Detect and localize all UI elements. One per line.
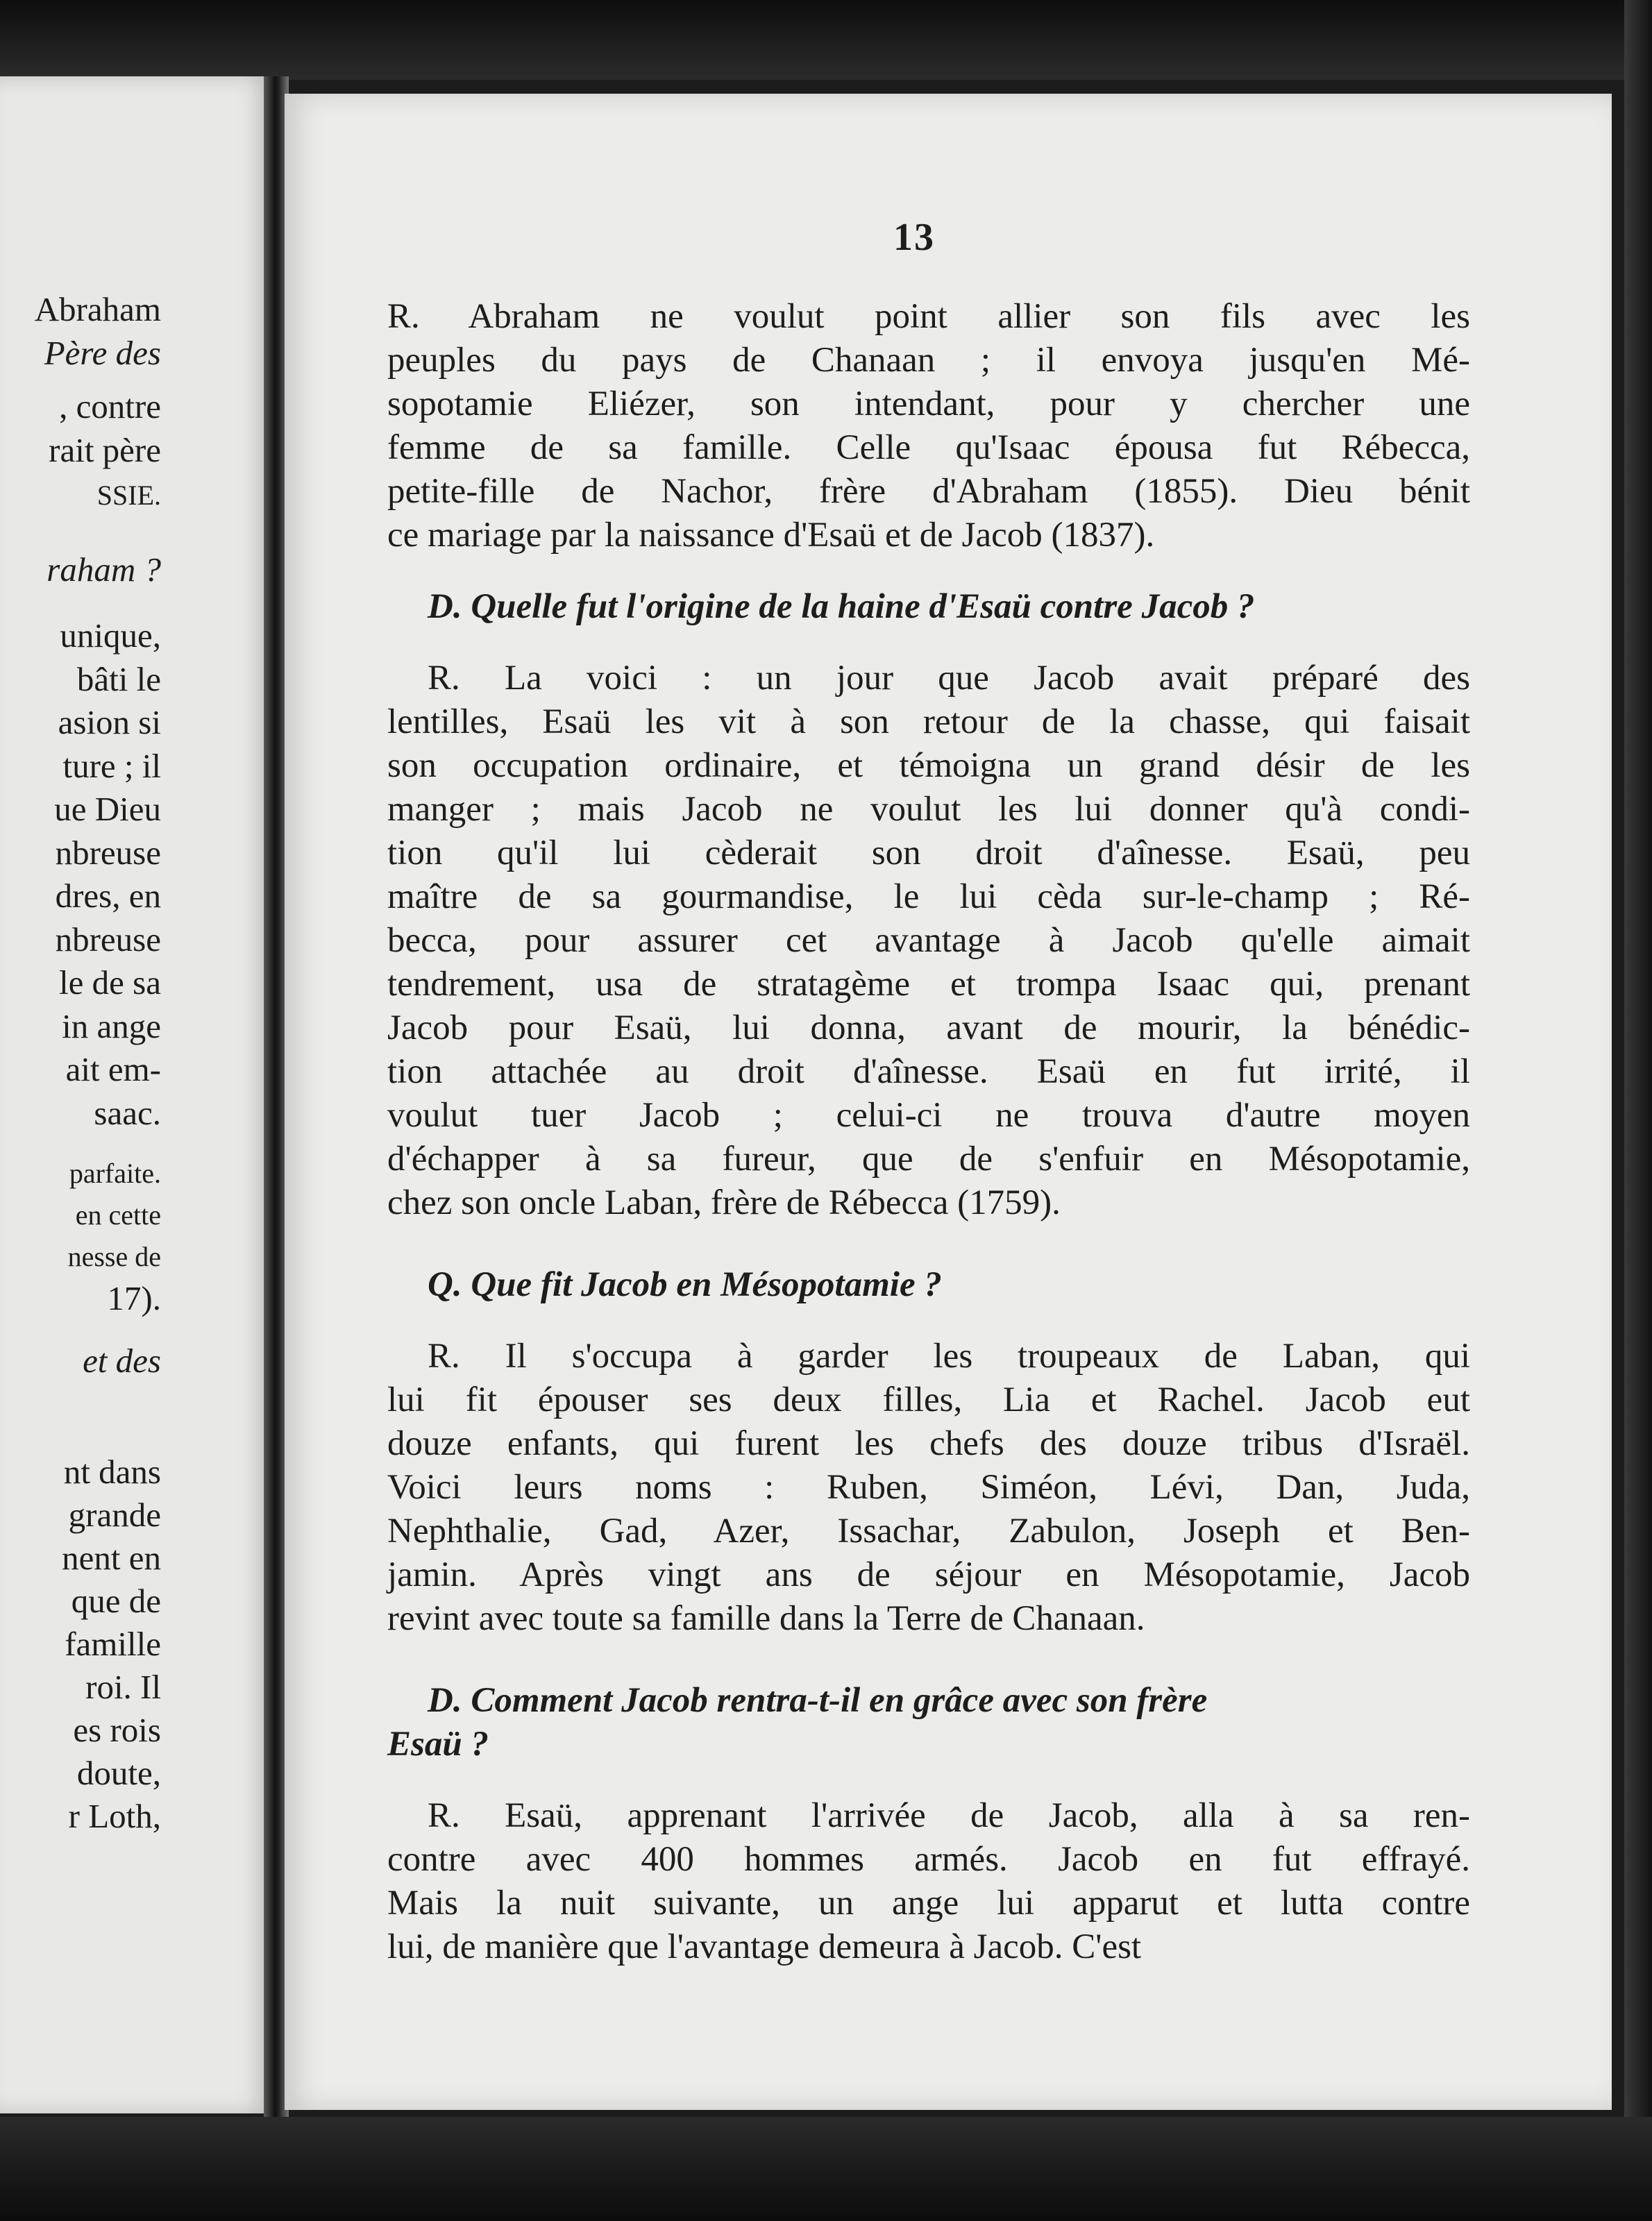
text-line: d'échapper à sa fureur, que de s'enfuir en Mésopotamie,	[387, 1140, 1470, 1179]
facing-page-line: nbreuse	[55, 834, 161, 872]
page-number: 13	[893, 216, 935, 259]
scan-border-top	[0, 0, 1652, 80]
facing-page-line: , contre	[59, 387, 161, 425]
text-line: petite-fille de Nachor, frère d'Abraham (1855). Dieu bénit	[387, 472, 1470, 511]
text-line: Esaü ?	[387, 1725, 489, 1764]
facing-page-line: et des	[83, 1342, 161, 1380]
facing-page-line: famille	[65, 1625, 161, 1663]
text-line: jamin. Après vingt ans de séjour en Mésopotamie, Jacob	[387, 1555, 1470, 1594]
text-line: peuples du pays de Chanaan ; il envoya jusqu'en Mé-	[387, 341, 1470, 380]
facing-page-line: raham ?	[47, 550, 161, 589]
facing-page-line: roi. Il	[85, 1668, 161, 1706]
facing-page-line: que de	[71, 1582, 161, 1620]
text-line: D. Quelle fut l'origine de la haine d'Esaü contre Jacob ?	[428, 587, 1255, 626]
text-line: Mais la nuit suivante, un ange lui apparut et lutta contre	[387, 1884, 1470, 1923]
text-line: Q. Que fit Jacob en Mésopotamie ?	[428, 1265, 942, 1304]
facing-page-line: Père des	[44, 334, 161, 372]
text-line: lentilles, Esaü les vit à son retour de la chasse, qui faisait	[387, 702, 1470, 741]
facing-page-fragment	[0, 76, 272, 2113]
text-line: douze enfants, qui furent les chefs des douze tribus d'Israël.	[387, 1424, 1470, 1463]
text-line: lui, de manière que l'avantage demeura à Jacob. C'est	[387, 1927, 1142, 1966]
text-line: tendrement, usa de stratagème et trompa Isaac qui, prenant	[387, 965, 1470, 1004]
facing-page-line: saac.	[94, 1094, 161, 1132]
paragraph-spacer	[387, 1766, 1470, 1794]
facing-page-line: parfaite.	[69, 1158, 161, 1189]
scan-border-right	[1624, 0, 1652, 2221]
page-body	[387, 295, 1470, 1969]
text-line: chez son oncle Laban, frère de Rébecca (1759).	[387, 1183, 1061, 1222]
facing-page-line: bâti le	[76, 660, 161, 698]
facing-page-line: nbreuse	[55, 920, 161, 959]
text-line: Jacob pour Esaü, lui donna, avant de mourir, la bénédic-	[387, 1008, 1470, 1047]
text-line: D. Comment Jacob rentra-t-il en grâce avec son frère	[428, 1681, 1208, 1720]
text-line: R. Il s'occupa à garder les troupeaux de Laban, qui	[428, 1337, 1470, 1376]
text-line: ce mariage par la naissance d'Esaü et de Jacob (1837).	[387, 516, 1155, 555]
text-line: R. La voici : un jour que Jacob avait préparé des	[428, 659, 1470, 698]
question-paragraph	[387, 1679, 1470, 1766]
facing-page-line: r Loth,	[68, 1797, 161, 1835]
facing-page-line: es rois	[73, 1711, 161, 1749]
facing-page-line: unique,	[60, 616, 161, 655]
text-line: sopotamie Eliézer, son intendant, pour y chercher une	[387, 385, 1470, 423]
facing-page-line: dres, en	[55, 877, 161, 915]
text-line: femme de sa famille. Celle qu'Isaac épousa fut Rébecca,	[387, 428, 1470, 467]
facing-page-line: Abraham	[34, 290, 161, 328]
text-line: lui fit épouser ses deux filles, Lia et Rachel. Jacob eut	[387, 1380, 1470, 1419]
paragraph-spacer	[387, 629, 1470, 657]
facing-page-line: doute,	[76, 1754, 161, 1792]
text-line: R. Abraham ne voulut point allier son fils avec les	[387, 297, 1470, 336]
facing-page-line: 17).	[107, 1279, 161, 1317]
text-line: maître de sa gourmandise, le lui cèda sur-le-champ ; Ré-	[387, 877, 1470, 916]
answer-paragraph	[387, 295, 1470, 557]
answer-paragraph	[387, 1794, 1470, 1969]
facing-page-line: nesse de	[67, 1241, 161, 1272]
text-line: manger ; mais Jacob ne voulut les lui donner qu'à condi-	[387, 790, 1470, 829]
facing-page-line: ue Dieu	[54, 790, 161, 828]
answer-paragraph	[387, 657, 1470, 1225]
paragraph-spacer	[387, 1225, 1470, 1263]
facing-page-line: nent en	[62, 1539, 161, 1577]
question-paragraph	[387, 585, 1470, 629]
text-line: Voici leurs noms : Ruben, Siméon, Lévi, Dan, Juda,	[387, 1468, 1470, 1507]
facing-page-line: le de sa	[59, 963, 161, 1002]
text-line: R. Esaü, apprenant l'arrivée de Jacob, alla à sa ren-	[428, 1796, 1470, 1835]
paragraph-spacer	[387, 557, 1470, 585]
facing-page-line: grande	[68, 1496, 161, 1534]
facing-page-line: in ange	[62, 1007, 161, 1045]
text-line: tion qu'il lui cèderait son droit d'aînesse. Esaü, peu	[387, 834, 1470, 872]
facing-page-line: en cette	[75, 1199, 161, 1231]
text-line: becca, pour assurer cet avantage à Jacob qu'elle aimait	[387, 921, 1470, 960]
facing-page-line: ture ; il	[62, 747, 161, 785]
facing-page-line: nt dans	[63, 1453, 161, 1491]
text-line: Nephthalie, Gad, Azer, Issachar, Zabulon, Joseph et Ben-	[387, 1512, 1470, 1551]
text-line: son occupation ordinaire, et témoigna un grand désir de les	[387, 746, 1470, 785]
facing-page-line: rait père	[49, 431, 161, 469]
facing-page-line: ait em-	[65, 1050, 161, 1088]
facing-page-line: asion si	[58, 703, 161, 741]
text-line: tion attachée au droit d'aînesse. Esaü en fut irrité, il	[387, 1052, 1470, 1091]
text-line: contre avec 400 hommes armés. Jacob en fut effrayé.	[387, 1840, 1470, 1879]
facing-page-line: SSIE.	[96, 480, 161, 511]
scan-border-bottom	[0, 2117, 1652, 2221]
question-paragraph	[387, 1263, 1470, 1307]
text-line: revint avec toute sa famille dans la Terre de Chanaan.	[387, 1599, 1145, 1638]
text-line: voulut tuer Jacob ; celui-ci ne trouva d'autre moyen	[387, 1096, 1470, 1135]
paragraph-spacer	[387, 1641, 1470, 1679]
answer-paragraph	[387, 1335, 1470, 1641]
paragraph-spacer	[387, 1307, 1470, 1335]
